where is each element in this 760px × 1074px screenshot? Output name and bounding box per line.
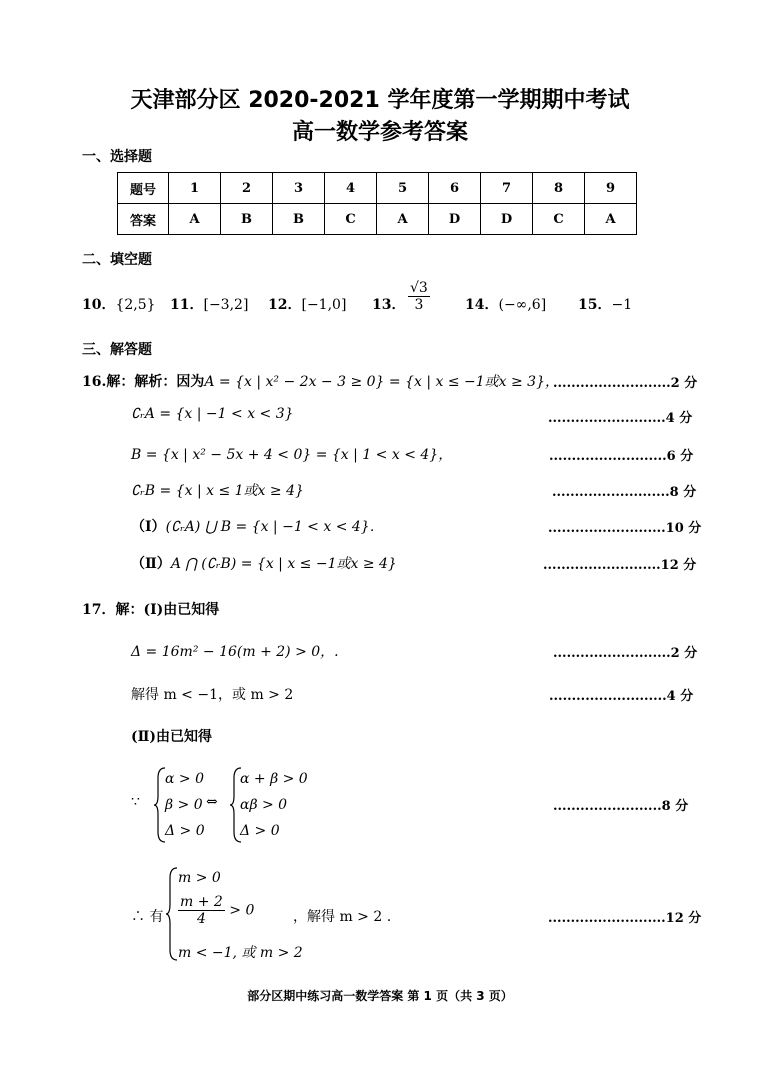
q11 [170, 294, 248, 314]
section-fill: 二、填空题 [82, 252, 152, 268]
q16-score-2: ..........................4 分 [548, 411, 693, 426]
q14-label: 14． [465, 297, 499, 313]
q16-line6 [131, 553, 397, 573]
system-2 [240, 766, 308, 844]
system-1 [165, 766, 205, 844]
section-solve: 三、解答题 [82, 342, 152, 358]
q16-line1 [82, 371, 559, 391]
q11-label: 11． [170, 297, 204, 313]
sys3-frac-den: 4 [196, 911, 206, 927]
sys2-line: αβ > 0 [240, 797, 288, 813]
q17-score-4: ..........................12 分 [548, 911, 702, 926]
q13-label [372, 294, 405, 314]
page-title: 天津部分区 2020-2021 学年度第一学期期中考试 [130, 88, 630, 113]
q17-score-3: ........................8 分 [553, 799, 689, 814]
q17-score-2: ..........................4 分 [549, 689, 694, 704]
table-row-numbers [118, 173, 637, 204]
q15-value: −1 [611, 297, 633, 313]
q16-score-6: ..........................12 分 [543, 558, 697, 573]
q13-denominator: 3 [414, 297, 424, 313]
sys2-line: Δ > 0 [240, 823, 280, 839]
table-cell: C [325, 204, 377, 235]
page-subtitle: 高一数学参考答案 [291, 120, 468, 145]
q17-delta-math: Δ = 16m² − 16(m + 2) > 0，. [131, 644, 339, 660]
q14-value: (−∞,6] [498, 297, 547, 313]
table-cell: A [585, 204, 637, 235]
left-brace-icon [165, 866, 179, 962]
q16-line4-math: ∁ᵣB = {x | x ≤ 1或x ≥ 4} [131, 483, 304, 499]
q17-part2-head: (Ⅱ)由已知得 [131, 729, 213, 745]
q16-score-4: ..........................8 分 [552, 485, 697, 500]
page-footer: 部分区期中练习高一数学答案 第 1 页（共 3 页） [247, 989, 513, 1003]
q13-numerator: √3 [410, 280, 428, 296]
table-header-answer: 答案 [118, 204, 169, 235]
q13-fraction [408, 280, 430, 313]
q17-solve-math: 解得 m < −1，或 m > 2 [131, 687, 294, 703]
sys1-line: β > 0 [165, 797, 203, 813]
sys3-frac-num: m + 2 [180, 894, 223, 910]
sys3-line1: m > 0 [178, 870, 221, 886]
q10-value: {2,5} [115, 297, 156, 313]
sys3-fraction [178, 894, 254, 927]
table-cell: D [481, 204, 533, 235]
q16-score-1: ..........................2 分 [553, 376, 698, 391]
q15 [578, 294, 632, 314]
table-cell: 8 [533, 173, 585, 204]
q17-head: 17．解：(Ⅰ)由已知得 [82, 602, 220, 618]
q11-value: [−3,2] [203, 297, 249, 313]
table-cell: 7 [481, 173, 533, 204]
table-cell: 6 [429, 173, 481, 204]
table-cell: 5 [377, 173, 429, 204]
table-cell: 3 [273, 173, 325, 204]
q17-conclusion: ，解得 m > 2 . [293, 909, 392, 925]
q15-label: 15． [578, 297, 612, 313]
q16-line6-math: A ⋂ (∁ᵣB) = {x | x ≤ −1或x ≥ 4} [170, 556, 397, 572]
iff-symbol: ⇔ [206, 794, 218, 810]
table-cell: A [169, 204, 221, 235]
q17-score-1: ..........................2 分 [553, 646, 698, 661]
table-cell: 1 [169, 173, 221, 204]
q16-line2-math: ∁ᵣA = {x | −1 < x < 3} [131, 406, 294, 422]
table-cell: 4 [325, 173, 377, 204]
table-cell: D [429, 204, 481, 235]
fill-answers-row [82, 294, 156, 314]
q16-line3-math: B = {x | x² − 5x + 4 < 0} = {x | 1 < x < 4}， [131, 447, 453, 463]
q10-label: 10． [82, 297, 116, 313]
q16-part2-label: （Ⅱ） [131, 556, 171, 572]
sys1-line: α > 0 [165, 771, 204, 787]
table-cell: 2 [221, 173, 273, 204]
sys3-line3: m < −1, 或 m > 2 [178, 945, 303, 961]
q16-line5 [131, 516, 384, 536]
q16-line5-math: (∁ᵣA) ⋃ B = {x | −1 < x < 4}． [165, 519, 384, 535]
sys3-frac-rel: > 0 [229, 902, 255, 919]
table-cell: A [377, 204, 429, 235]
section-choice: 一、选择题 [82, 149, 152, 165]
because-symbol: ∵ [131, 794, 140, 810]
q16-prefix: 16.解：解析：因为 [82, 374, 205, 390]
table-row-answers [118, 204, 637, 235]
q16-score-5: ..........................10 分 [548, 521, 702, 536]
sys2-line: α + β > 0 [240, 771, 308, 787]
q16-line1-math: A = {x | x² − 2x − 3 ≥ 0} = {x | x ≤ −1或x ≥ 3}， [204, 374, 560, 390]
q12 [268, 294, 346, 314]
q12-label: 12． [268, 297, 302, 313]
table-cell: B [273, 204, 325, 235]
q16-score-3: ..........................6 分 [549, 449, 694, 464]
table-cell: C [533, 204, 585, 235]
table-header-number: 题号 [118, 173, 169, 204]
q14 [465, 294, 546, 314]
sys1-line: Δ > 0 [165, 823, 205, 839]
table-cell: 9 [585, 173, 637, 204]
q16-part1-label: （Ⅰ） [131, 519, 166, 535]
therefore-text: ∴ 有 [131, 909, 164, 925]
q13-label-text: 13． [372, 297, 406, 313]
choice-answer-table [117, 172, 637, 235]
q12-value: [−1,0] [301, 297, 347, 313]
table-cell: B [221, 204, 273, 235]
